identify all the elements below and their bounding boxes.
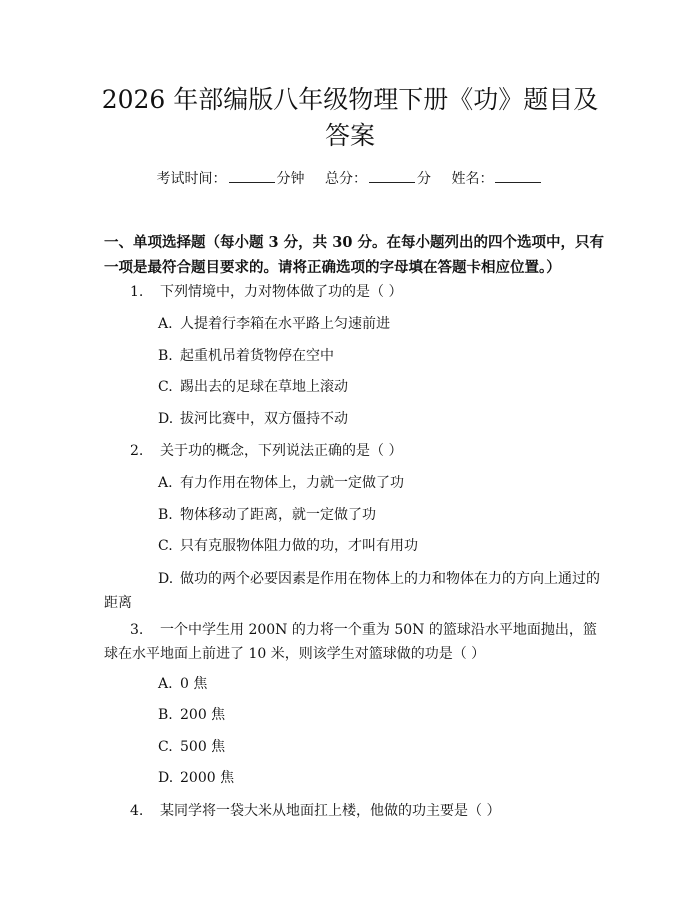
- option-text: 起重机吊着货物停在空中: [180, 348, 334, 364]
- question-3-option-c: [158, 736, 225, 758]
- option-text: 只有克服物体阻力做的功，才叫有用功: [180, 538, 418, 554]
- option-text: 做功的两个必要因素是作用在物体上的力和物体在力的方向上通过的距离: [104, 571, 600, 611]
- question-number: 4.: [130, 803, 144, 819]
- question-3-option-d: [158, 767, 234, 789]
- student-name-label: 姓名：: [451, 171, 494, 187]
- option-text: 拔河比赛中，双方僵持不动: [180, 411, 348, 427]
- question-2: [104, 438, 604, 464]
- option-label: B.: [158, 707, 173, 723]
- exam-time-label: 考试时间：: [156, 171, 227, 187]
- student-name: [451, 171, 543, 187]
- question-3: [104, 618, 604, 666]
- question-3-option-b: [158, 704, 225, 726]
- exam-time: [157, 171, 305, 187]
- option-label: D.: [158, 411, 174, 427]
- document-title: [60, 82, 640, 154]
- option-text: 500 焦: [180, 739, 226, 755]
- student-name-blank: [495, 170, 541, 183]
- option-label: A.: [158, 316, 173, 332]
- question-number: 2.: [130, 443, 144, 459]
- option-label: A.: [158, 475, 173, 491]
- total-score-unit: 分: [417, 171, 431, 187]
- question-2-option-c: [158, 535, 418, 557]
- exam-time-blank: [229, 170, 275, 183]
- option-label: D.: [158, 571, 174, 587]
- question-stem: 一个中学生用 200N 的力将一个重为 50N 的篮球沿水平地面抛出，篮球在水平地面上前进了 10 米，则该学生对篮球做的功是（ ）: [104, 622, 597, 662]
- option-label: B.: [158, 507, 173, 523]
- exam-time-unit: 分钟: [276, 171, 305, 187]
- title-line-2: 答案: [324, 121, 375, 150]
- question-2-option-b: [158, 504, 376, 526]
- question-4: [104, 798, 604, 824]
- question-2-option-d: [104, 567, 604, 615]
- option-label: A.: [158, 676, 173, 692]
- option-text: 人提着行李箱在水平路上匀速前进: [180, 316, 390, 332]
- option-text: 物体移动了距离，就一定做了功: [180, 507, 376, 523]
- total-score-label: 总分：: [325, 171, 367, 187]
- question-stem: 关于功的概念，下列说法正确的是（ ）: [160, 443, 403, 459]
- total-score: [325, 171, 431, 187]
- option-text: 0 焦: [180, 676, 208, 692]
- option-label: B.: [158, 348, 173, 364]
- question-number: 3.: [130, 622, 144, 638]
- option-label: C.: [158, 739, 173, 755]
- question-number: 1.: [130, 284, 144, 300]
- total-score-blank: [369, 170, 415, 183]
- option-label: D.: [158, 770, 174, 786]
- option-label: C.: [158, 538, 173, 554]
- option-text: 有力作用在物体上，力就一定做了功: [180, 475, 404, 491]
- title-line-1: 2026 年部编版八年级物理下册《功》题目及: [101, 85, 599, 114]
- question-1: [104, 279, 604, 305]
- question-2-option-a: [158, 472, 404, 494]
- option-text: 200 焦: [180, 707, 226, 723]
- question-1-option-c: [158, 376, 348, 398]
- question-3-option-a: [158, 673, 207, 695]
- option-text: 2000 焦: [180, 770, 235, 786]
- option-label: C.: [158, 379, 173, 395]
- question-1-option-b: [158, 345, 334, 367]
- exam-meta: [0, 170, 700, 188]
- question-1-option-a: [158, 313, 390, 335]
- option-text: 踢出去的足球在草地上滚动: [180, 379, 348, 395]
- question-1-option-d: [158, 408, 348, 430]
- question-stem: 某同学将一袋大米从地面扛上楼，他做的功主要是（ ）: [160, 803, 501, 819]
- section-heading: 一、单项选择题（每小题 3 分，共 30 分。在每小题列出的四个选项中，只有一项是最符合题目要求的。请将正确选项的字母填在答题卡相应位置。）: [104, 234, 604, 276]
- question-stem: 下列情境中，力对物体做了功的是（ ）: [160, 284, 403, 300]
